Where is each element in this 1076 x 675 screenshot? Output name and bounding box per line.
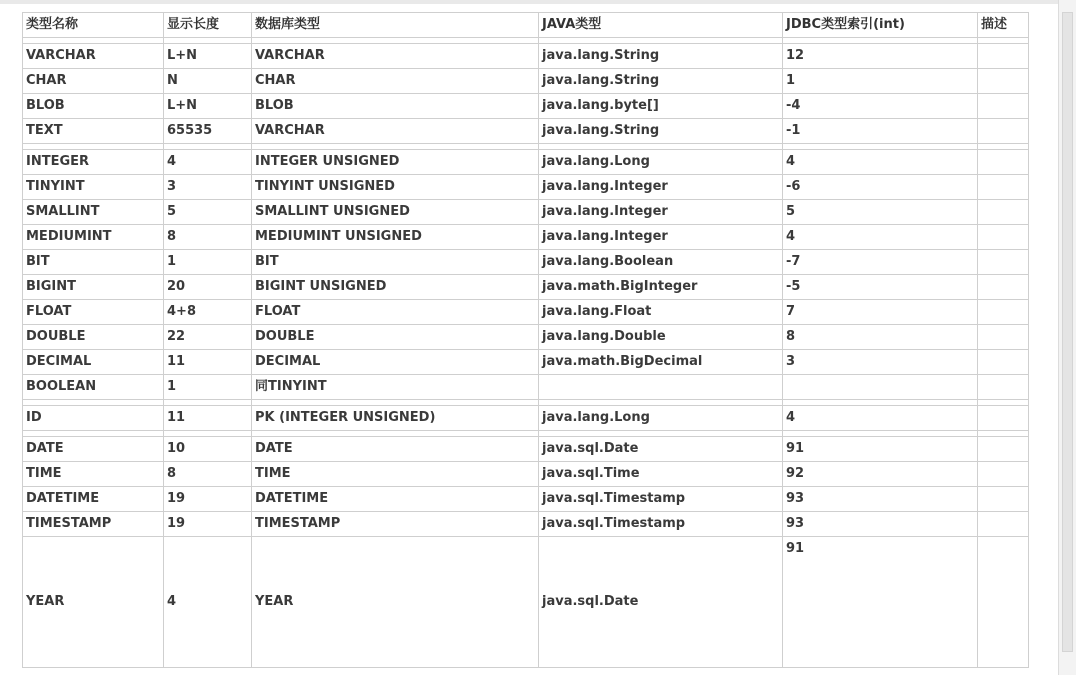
cell-type-name: DATE — [23, 437, 164, 462]
cell-jdbc-index — [783, 375, 978, 400]
cell-description — [978, 487, 1029, 512]
cell-jdbc-index: 93 — [783, 487, 978, 512]
cell-display-length: 11 — [164, 350, 252, 375]
cell-java-type: java.lang.String — [539, 119, 783, 144]
cell-description — [978, 175, 1029, 200]
cell-display-length: 19 — [164, 512, 252, 537]
cell-description — [978, 512, 1029, 537]
cell-jdbc-index: 7 — [783, 300, 978, 325]
cell-jdbc-index: -5 — [783, 275, 978, 300]
cell-java-type — [539, 375, 783, 400]
cell-java-type: java.lang.Long — [539, 150, 783, 175]
cell-description — [978, 537, 1029, 668]
table-row — [23, 225, 1029, 250]
table-header-row — [23, 13, 1029, 38]
table-row — [23, 200, 1029, 225]
cell-display-length: 4 — [164, 537, 252, 668]
cell-jdbc-index: 4 — [783, 150, 978, 175]
cell-type-name: TEXT — [23, 119, 164, 144]
cell-db-type: PK (INTEGER UNSIGNED) — [252, 406, 539, 431]
cell-description — [978, 325, 1029, 350]
cell-type-name: TIMESTAMP — [23, 512, 164, 537]
cell-type-name: DOUBLE — [23, 325, 164, 350]
cell-display-length: 8 — [164, 462, 252, 487]
cell-java-type: java.sql.Date — [539, 537, 783, 668]
cell-display-length: 5 — [164, 200, 252, 225]
cell-db-type: DATE — [252, 437, 539, 462]
cell-db-type: DATETIME — [252, 487, 539, 512]
cell-description — [978, 250, 1029, 275]
cell-description — [978, 94, 1029, 119]
cell-type-name: DATETIME — [23, 487, 164, 512]
cell-description — [978, 406, 1029, 431]
cell-java-type: java.math.BigDecimal — [539, 350, 783, 375]
cell-description — [978, 350, 1029, 375]
cell-description — [978, 225, 1029, 250]
cell-java-type: java.sql.Timestamp — [539, 487, 783, 512]
cell-jdbc-index: 93 — [783, 512, 978, 537]
table-row — [23, 406, 1029, 431]
cell-type-name: TINYINT — [23, 175, 164, 200]
cell-type-name: BIGINT — [23, 275, 164, 300]
cell-jdbc-index: -7 — [783, 250, 978, 275]
type-mapping-table — [22, 12, 1029, 668]
cell-db-type: YEAR — [252, 537, 539, 668]
cell-jdbc-index: 4 — [783, 406, 978, 431]
cell-db-type: BIT — [252, 250, 539, 275]
cell-type-name: DECIMAL — [23, 350, 164, 375]
table-row — [23, 94, 1029, 119]
cell-display-length: 4 — [164, 150, 252, 175]
cell-description — [978, 69, 1029, 94]
cell-jdbc-index: 91 — [783, 537, 978, 668]
cell-display-length: 8 — [164, 225, 252, 250]
cell-type-name: INTEGER — [23, 150, 164, 175]
header-type-name: 类型名称 — [23, 13, 164, 38]
cell-jdbc-index: 8 — [783, 325, 978, 350]
table-row — [23, 375, 1029, 400]
cell-type-name: ID — [23, 406, 164, 431]
cell-jdbc-index: 92 — [783, 462, 978, 487]
cell-type-name: SMALLINT — [23, 200, 164, 225]
cell-db-type: TINYINT UNSIGNED — [252, 175, 539, 200]
cell-java-type: java.lang.Integer — [539, 175, 783, 200]
vertical-scrollbar[interactable] — [1058, 0, 1076, 675]
cell-jdbc-index: 1 — [783, 69, 978, 94]
cell-java-type: java.sql.Date — [539, 437, 783, 462]
scrollbar-thumb[interactable] — [1062, 12, 1073, 652]
cell-db-type: BLOB — [252, 94, 539, 119]
cell-type-name: MEDIUMINT — [23, 225, 164, 250]
cell-jdbc-index: -6 — [783, 175, 978, 200]
cell-display-length: 20 — [164, 275, 252, 300]
table-row — [23, 512, 1029, 537]
cell-jdbc-index: 12 — [783, 44, 978, 69]
cell-display-length: 11 — [164, 406, 252, 431]
cell-db-type: BIGINT UNSIGNED — [252, 275, 539, 300]
cell-java-type: java.sql.Timestamp — [539, 512, 783, 537]
table-row — [23, 487, 1029, 512]
table-row — [23, 300, 1029, 325]
cell-description — [978, 150, 1029, 175]
cell-db-type: TIME — [252, 462, 539, 487]
cell-java-type: java.lang.byte[] — [539, 94, 783, 119]
table-row — [23, 175, 1029, 200]
table-row — [23, 150, 1029, 175]
table-row — [23, 119, 1029, 144]
cell-display-length: L+N — [164, 44, 252, 69]
cell-display-length: N — [164, 69, 252, 94]
cell-db-type: VARCHAR — [252, 119, 539, 144]
cell-description — [978, 119, 1029, 144]
cell-db-type: INTEGER UNSIGNED — [252, 150, 539, 175]
cell-jdbc-index: -1 — [783, 119, 978, 144]
table-row — [23, 350, 1029, 375]
cell-java-type: java.lang.Integer — [539, 225, 783, 250]
cell-db-type: DECIMAL — [252, 350, 539, 375]
cell-db-type: FLOAT — [252, 300, 539, 325]
header-description: 描述 — [978, 13, 1029, 38]
header-display-length: 显示长度 — [164, 13, 252, 38]
document-page — [0, 4, 1058, 675]
cell-display-length: L+N — [164, 94, 252, 119]
cell-java-type: java.math.BigInteger — [539, 275, 783, 300]
cell-type-name: YEAR — [23, 537, 164, 668]
cell-db-type: TIMESTAMP — [252, 512, 539, 537]
cell-java-type: java.lang.Long — [539, 406, 783, 431]
cell-java-type: java.lang.Float — [539, 300, 783, 325]
header-jdbc-index: JDBC类型索引(int) — [783, 13, 978, 38]
cell-jdbc-index: 91 — [783, 437, 978, 462]
cell-display-length: 22 — [164, 325, 252, 350]
cell-type-name: BIT — [23, 250, 164, 275]
cell-description — [978, 44, 1029, 69]
cell-description — [978, 375, 1029, 400]
cell-java-type: java.lang.String — [539, 44, 783, 69]
cell-display-length: 4+8 — [164, 300, 252, 325]
cell-db-type: DOUBLE — [252, 325, 539, 350]
cell-display-length: 65535 — [164, 119, 252, 144]
cell-java-type: java.sql.Time — [539, 462, 783, 487]
cell-db-type: 同TINYINT — [252, 375, 539, 400]
cell-description — [978, 437, 1029, 462]
cell-display-length: 1 — [164, 250, 252, 275]
table-row — [23, 69, 1029, 94]
cell-db-type: MEDIUMINT UNSIGNED — [252, 225, 539, 250]
cell-display-length: 10 — [164, 437, 252, 462]
table-row — [23, 325, 1029, 350]
cell-jdbc-index: 3 — [783, 350, 978, 375]
cell-description — [978, 275, 1029, 300]
header-java-type: JAVA类型 — [539, 13, 783, 38]
cell-description — [978, 200, 1029, 225]
cell-display-length: 19 — [164, 487, 252, 512]
cell-display-length: 1 — [164, 375, 252, 400]
cell-jdbc-index: -4 — [783, 94, 978, 119]
cell-type-name: TIME — [23, 462, 164, 487]
cell-type-name: CHAR — [23, 69, 164, 94]
cell-java-type: java.lang.Double — [539, 325, 783, 350]
table-row — [23, 250, 1029, 275]
cell-type-name: BLOB — [23, 94, 164, 119]
table-row — [23, 537, 1029, 668]
cell-java-type: java.lang.Boolean — [539, 250, 783, 275]
cell-display-length: 3 — [164, 175, 252, 200]
table-row — [23, 44, 1029, 69]
table-row — [23, 462, 1029, 487]
table-row — [23, 275, 1029, 300]
table-row — [23, 437, 1029, 462]
header-db-type: 数据库类型 — [252, 13, 539, 38]
cell-type-name: VARCHAR — [23, 44, 164, 69]
cell-db-type: SMALLINT UNSIGNED — [252, 200, 539, 225]
cell-jdbc-index: 4 — [783, 225, 978, 250]
cell-db-type: VARCHAR — [252, 44, 539, 69]
cell-java-type: java.lang.Integer — [539, 200, 783, 225]
cell-description — [978, 462, 1029, 487]
cell-db-type: CHAR — [252, 69, 539, 94]
cell-type-name: FLOAT — [23, 300, 164, 325]
cell-jdbc-index: 5 — [783, 200, 978, 225]
cell-type-name: BOOLEAN — [23, 375, 164, 400]
cell-java-type: java.lang.String — [539, 69, 783, 94]
cell-description — [978, 300, 1029, 325]
